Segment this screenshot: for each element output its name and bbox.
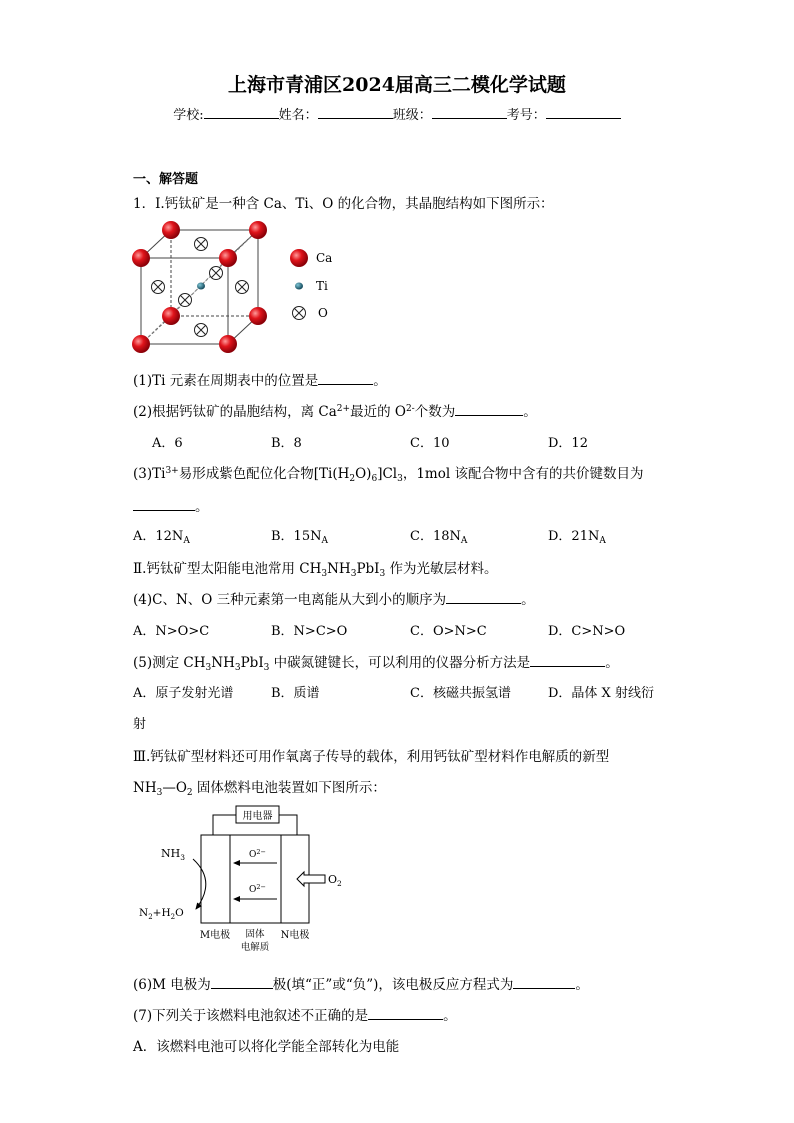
ion-label-top: $O^{2-}$	[249, 848, 266, 860]
option-3a[interactable]: A．$12N_A$	[133, 529, 190, 546]
diagram-legend	[290, 249, 332, 320]
question-1-intro: 1．Ⅰ.钙钛矿是一种含 Ca、Ti、O 的化合物，其晶胞结构如下图所示：	[133, 196, 554, 212]
ca-atom	[162, 221, 180, 239]
option-5d[interactable]: D．晶体 X 射线衍	[548, 686, 654, 701]
option-3b[interactable]: B．$15N_A$	[271, 529, 328, 546]
option-5c[interactable]: C．核磁共振氢谱	[410, 686, 511, 701]
option-4b[interactable]: B．N>C>O	[271, 624, 348, 639]
m-electrode-label: M电极	[199, 930, 231, 941]
part-2-intro: Ⅱ.钙钛矿型太阳能电池常用 $CH_3NH_3PbI_3$ 作为光敏层材料。	[133, 561, 498, 579]
option-5a[interactable]: A．原子发射光谱	[133, 686, 234, 701]
o2-label: $O_2$	[328, 873, 342, 888]
answer-blank-7[interactable]	[368, 1019, 443, 1020]
perovskite-unit-cell-diagram	[126, 218, 346, 363]
ca-atom	[162, 307, 180, 325]
option-2b[interactable]: B．8	[271, 436, 302, 451]
name-blank[interactable]	[318, 118, 393, 119]
legend-o-icon	[293, 307, 306, 320]
option-2a[interactable]: A．6	[152, 436, 183, 451]
answer-blank-6a[interactable]	[211, 988, 273, 989]
o-atom	[152, 281, 165, 294]
o-atom	[210, 267, 223, 280]
number-label: 考号：	[506, 108, 546, 123]
ti-atom	[197, 283, 205, 290]
ca-atom	[219, 335, 237, 353]
cell-outer	[201, 835, 309, 923]
option-4c[interactable]: C．O>N>C	[410, 624, 487, 639]
subquestion-3-blank-line: 。	[133, 495, 209, 515]
answer-blank-3[interactable]	[133, 510, 195, 511]
legend-o-label: O	[318, 306, 328, 320]
answer-blank-2[interactable]	[455, 415, 523, 416]
option-7a[interactable]: A．该燃料电池可以将化学能全部转化为电能	[133, 1039, 400, 1055]
option-5b[interactable]: B．质谱	[271, 686, 320, 701]
answer-blank-1[interactable]	[318, 384, 373, 385]
subquestion-1: (1)Ti 元素在周期表中的位置是 。	[133, 373, 387, 389]
subquestion-4: (4)C、N、O 三种元素第一电离能从大到小的顺序为 。	[133, 592, 535, 608]
option-3d[interactable]: D．$21N_A$	[548, 529, 606, 546]
nh3-label: $NH_3$	[161, 847, 185, 862]
student-info-line	[0, 104, 794, 123]
electrolyte-label-1: 固体	[245, 929, 265, 940]
ca-atom	[219, 249, 237, 267]
option-3c[interactable]: C．$18N_A$	[410, 529, 468, 546]
wire-right	[279, 815, 297, 835]
ca-atom	[249, 307, 267, 325]
o-atom	[236, 281, 249, 294]
legend-ca-label: Ca	[316, 251, 333, 265]
part-3-intro-line2: $NH_3—O_2$ 固体燃料电池装置如下图所示：	[133, 780, 386, 798]
fuel-cell-diagram	[133, 803, 363, 955]
subquestion-6: (6)M 电极为 极(填“正”或“负”)，该电极反应方程式为 。	[133, 977, 589, 993]
legend-ca-icon	[290, 249, 308, 267]
o2-inlet-arrow	[297, 872, 325, 886]
ca-atom	[132, 335, 150, 353]
part-3-intro-line1: Ⅲ.钙钛矿型材料还可用作氧离子传导的载体，利用钙钛矿型材料作电解质的新型	[133, 749, 610, 765]
n-electrode-label: N电极	[280, 930, 310, 941]
ca-atom	[249, 221, 267, 239]
o-atom	[195, 238, 208, 251]
o-atom	[179, 294, 192, 307]
subquestion-2: (2)根据钙钛矿的晶胞结构，离 $Ca^{2+}$最近的 $O^{2-}$个数为 。	[133, 404, 537, 420]
electrolyte-label-2: 电解质	[240, 942, 270, 953]
wire-left	[213, 815, 236, 835]
o-atom	[195, 324, 208, 337]
answer-blank-4[interactable]	[446, 603, 521, 604]
option-2c[interactable]: C．10	[410, 436, 450, 451]
section-title: 一、解答题	[133, 172, 199, 187]
products-label: $N_2+H_2O$	[139, 907, 184, 921]
option-2d[interactable]: D．12	[548, 436, 588, 451]
number-blank[interactable]	[546, 118, 621, 119]
option-4d[interactable]: D．C>N>O	[548, 624, 626, 639]
ca-atom	[132, 249, 150, 267]
school-label: 学校:	[173, 108, 204, 123]
device-label: 用电器	[242, 811, 273, 822]
subquestion-3: $(3)Ti^{3+}$易形成紫色配位化合物$[Ti(H_2O)_6]Cl_3$，1mol 该配合物中含有的共价键数目为	[133, 466, 644, 484]
legend-ti-icon	[295, 283, 303, 290]
school-blank[interactable]	[204, 118, 279, 119]
subquestion-5: (5)测定 $CH_3NH_3PbI_3$ 中碳氮键键长，可以利用的仪器分析方法是 。	[133, 655, 619, 673]
answer-blank-5[interactable]	[530, 666, 605, 667]
option-4a[interactable]: A．N>O>C	[133, 624, 210, 639]
option-5d-wrap: 射	[133, 717, 147, 732]
page-title: 上海市青浦区2024届高三二模化学试题	[228, 74, 566, 96]
legend-ti-label: Ti	[316, 279, 328, 293]
answer-blank-6b[interactable]	[513, 988, 575, 989]
subquestion-7: (7)下列关于该燃料电池叙述不正确的是 。	[133, 1008, 457, 1024]
class-label: 班级：	[392, 108, 432, 123]
ion-label-bottom: $O^{2-}$	[249, 883, 266, 895]
name-label: 姓名：	[278, 108, 318, 123]
class-blank[interactable]	[432, 118, 507, 119]
